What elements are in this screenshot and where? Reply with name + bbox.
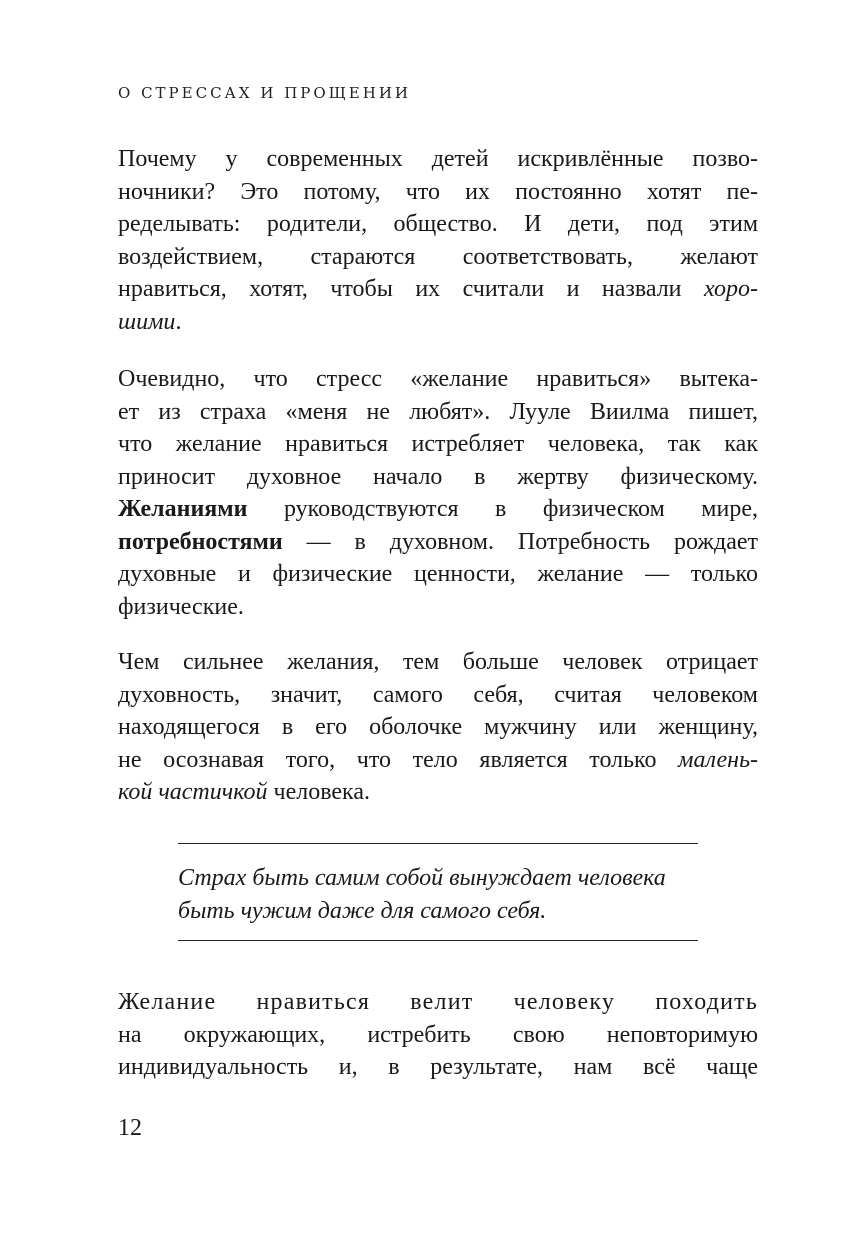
text-line: физические. — [118, 593, 244, 620]
text-segment: — в духовном. Потребность рождает — [282, 528, 758, 555]
quote-line: Страх быть самим собой вынуждает человека — [178, 865, 666, 891]
text-segment: нравиться, хотят, чтобы их считали и назвали — [118, 276, 704, 302]
text-line — [118, 744, 758, 777]
pull-quote — [178, 862, 698, 927]
text-line: индивидуальность и, в результате, нам всё чаще — [118, 1054, 758, 1080]
italic-text: кой частичкой — [118, 779, 268, 805]
text-line: Очевидно, что стресс «желание нравиться» вытека- — [118, 366, 758, 392]
paragraph-2 — [118, 363, 758, 623]
quote-line: быть чужим даже для самого себя. — [178, 897, 547, 924]
text-line: на окружающих, истребить свою неповторимую — [118, 1021, 758, 1048]
text-line: Чем сильнее желания, тем больше человек отрицает — [118, 649, 758, 675]
text-line: Почему у современных детей искривлённые позво- — [118, 146, 758, 172]
page-number: 12 — [118, 1115, 142, 1141]
text-line — [118, 776, 758, 809]
italic-text: малень- — [678, 746, 758, 773]
bold-text: потребностями — [118, 528, 283, 555]
italic-text: хоро- — [703, 276, 758, 302]
bold-text: Желаниями — [118, 496, 248, 522]
italic-text: шими — [118, 308, 176, 335]
text-segment: не осознавая того, что тело является только — [118, 746, 679, 773]
text-line: находящегося в его оболочке мужчину или женщину, — [118, 714, 758, 740]
text-line — [118, 526, 758, 559]
paragraph-4 — [118, 986, 758, 1084]
text-line — [118, 493, 758, 526]
text-line: ет из страха «меня не любят». Лууле Виилма пишет, — [118, 398, 758, 425]
quote-bottom-rule — [178, 940, 698, 941]
text-line: ределывать: родители, общество. И дети, под этим — [118, 211, 758, 237]
text-segment: . — [175, 308, 182, 335]
text-line: Желание нравиться велит человеку походить — [118, 989, 758, 1015]
text-line: ночники? Это потому, что их постоянно хотят пе- — [118, 178, 758, 205]
paragraph-1 — [118, 143, 758, 338]
text-line — [118, 273, 758, 306]
text-line: приносит духовное начало в жертву физическому. — [118, 463, 758, 490]
text-line: духовность, значит, самого себя, считая человеком — [118, 681, 758, 708]
text-segment: человека. — [267, 779, 371, 805]
text-segment: руководствуются в физическом мире, — [247, 496, 758, 522]
running-header: О СТРЕССАХ И ПРОЩЕНИИ — [118, 84, 411, 102]
text-line: что желание нравиться истребляет человека, так как — [118, 431, 758, 457]
quote-top-rule — [178, 843, 698, 844]
text-line: духовные и физические ценности, желание — только — [118, 561, 758, 587]
text-line — [118, 306, 758, 339]
paragraph-3 — [118, 646, 758, 809]
text-line: воздействием, стараются соответствовать, желают — [118, 243, 758, 270]
